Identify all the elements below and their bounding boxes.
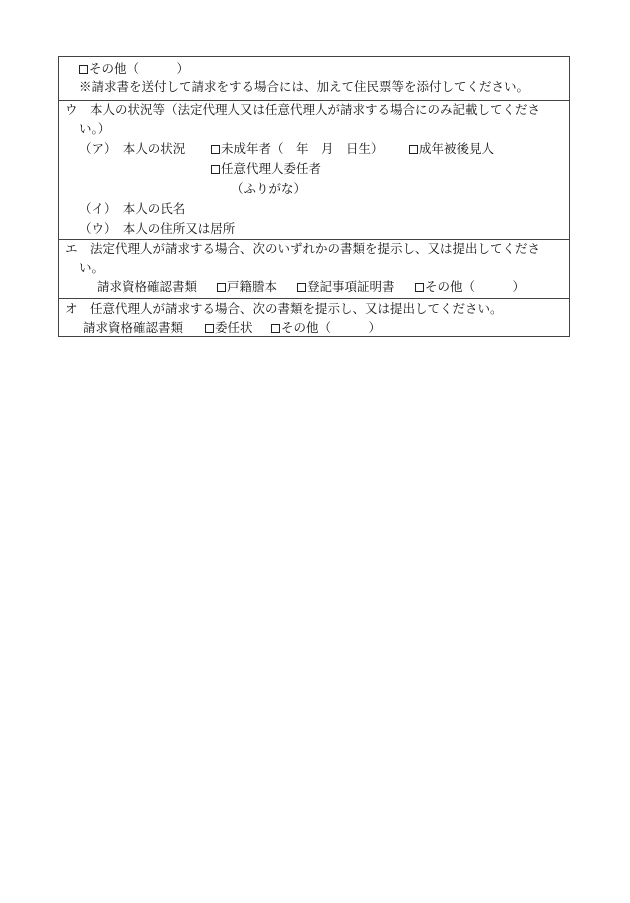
checkbox[interactable]	[211, 145, 220, 154]
e-other-option[interactable]	[415, 279, 525, 295]
checkbox[interactable]	[297, 283, 306, 292]
principal-option[interactable]	[211, 161, 321, 177]
adult-ward-label: 成年被後見人	[419, 141, 495, 156]
minor-label: 未成年者（ 年 月 日生）	[221, 141, 384, 156]
power-of-attorney-option[interactable]	[205, 320, 253, 336]
other-label: その他（ ）	[89, 61, 190, 76]
registry-cert-label: 登記事項証明書	[307, 279, 395, 294]
divider	[59, 298, 569, 299]
checkbox[interactable]	[79, 65, 88, 74]
adult-ward-option[interactable]	[409, 141, 494, 157]
divider	[59, 239, 569, 240]
family-register-option[interactable]	[217, 279, 277, 295]
e-doc-label: 請求資格確認書類	[97, 279, 198, 294]
section-e-title-line2: い。	[79, 260, 105, 275]
section-e-title-line1: エ 法定代理人が請求する場合、次のいずれかの書類を提示し、又は提出してくださ	[65, 241, 541, 256]
principal-name-label: （イ） 本人の氏名	[79, 201, 186, 216]
registry-cert-option[interactable]	[297, 279, 395, 295]
checkbox[interactable]	[409, 145, 418, 154]
checkbox[interactable]	[211, 165, 220, 174]
o-other-label: その他（ ）	[281, 320, 382, 335]
section-u-title-line2: い。）	[79, 121, 111, 136]
furigana-label: （ふりがな）	[231, 181, 307, 196]
checkbox[interactable]	[205, 324, 214, 333]
section-u-title-line1: ウ 本人の状況等（法定代理人又は任意代理人が請求する場合にのみ記載してくださ	[65, 102, 541, 117]
o-other-option[interactable]	[271, 320, 381, 336]
o-doc-label: 請求資格確認書類	[83, 320, 184, 335]
e-other-label: その他（ ）	[425, 279, 526, 294]
mail-note: ※請求書を送付して請求をする場合には、加えて住民票等を添付してください。	[79, 79, 530, 94]
request-form-box	[58, 56, 570, 337]
checkbox[interactable]	[271, 324, 280, 333]
family-register-label: 戸籍謄本	[227, 279, 278, 294]
principal-label: 任意代理人委任者	[221, 161, 322, 176]
section-o-title: オ 任意代理人が請求する場合、次の書類を提示し、又は提出してください。	[65, 301, 503, 316]
principal-status-label: （ア） 本人の状況	[79, 141, 186, 156]
checkbox[interactable]	[415, 283, 424, 292]
minor-option[interactable]	[211, 141, 384, 157]
other-option[interactable]	[79, 61, 189, 77]
principal-address-label: （ウ） 本人の住所又は居所	[79, 221, 236, 236]
divider	[59, 100, 569, 101]
power-of-attorney-label: 委任状	[215, 320, 253, 335]
checkbox[interactable]	[217, 283, 226, 292]
